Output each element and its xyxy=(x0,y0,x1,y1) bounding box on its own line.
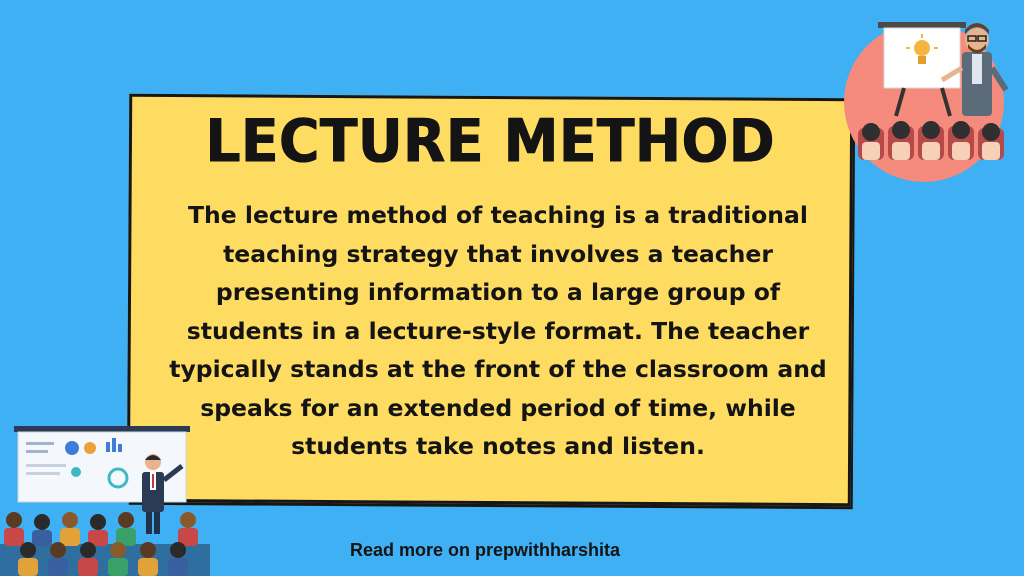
slide-body-text: The lecture method of teaching is a traditional teaching strategy that involves a teacher presenting information to a large group of students in a lecture-style format. The teacher typically stands at the front of the classroom and speaks for an extended period of time, while students take notes and listen. xyxy=(169,201,827,460)
footer-credit: Read more on prepwithharshita xyxy=(349,540,621,560)
teacher-presenting-illustration xyxy=(838,8,1020,186)
slide-title: LECTURE METHOD xyxy=(205,106,775,176)
lecture-hall-illustration xyxy=(0,424,210,576)
